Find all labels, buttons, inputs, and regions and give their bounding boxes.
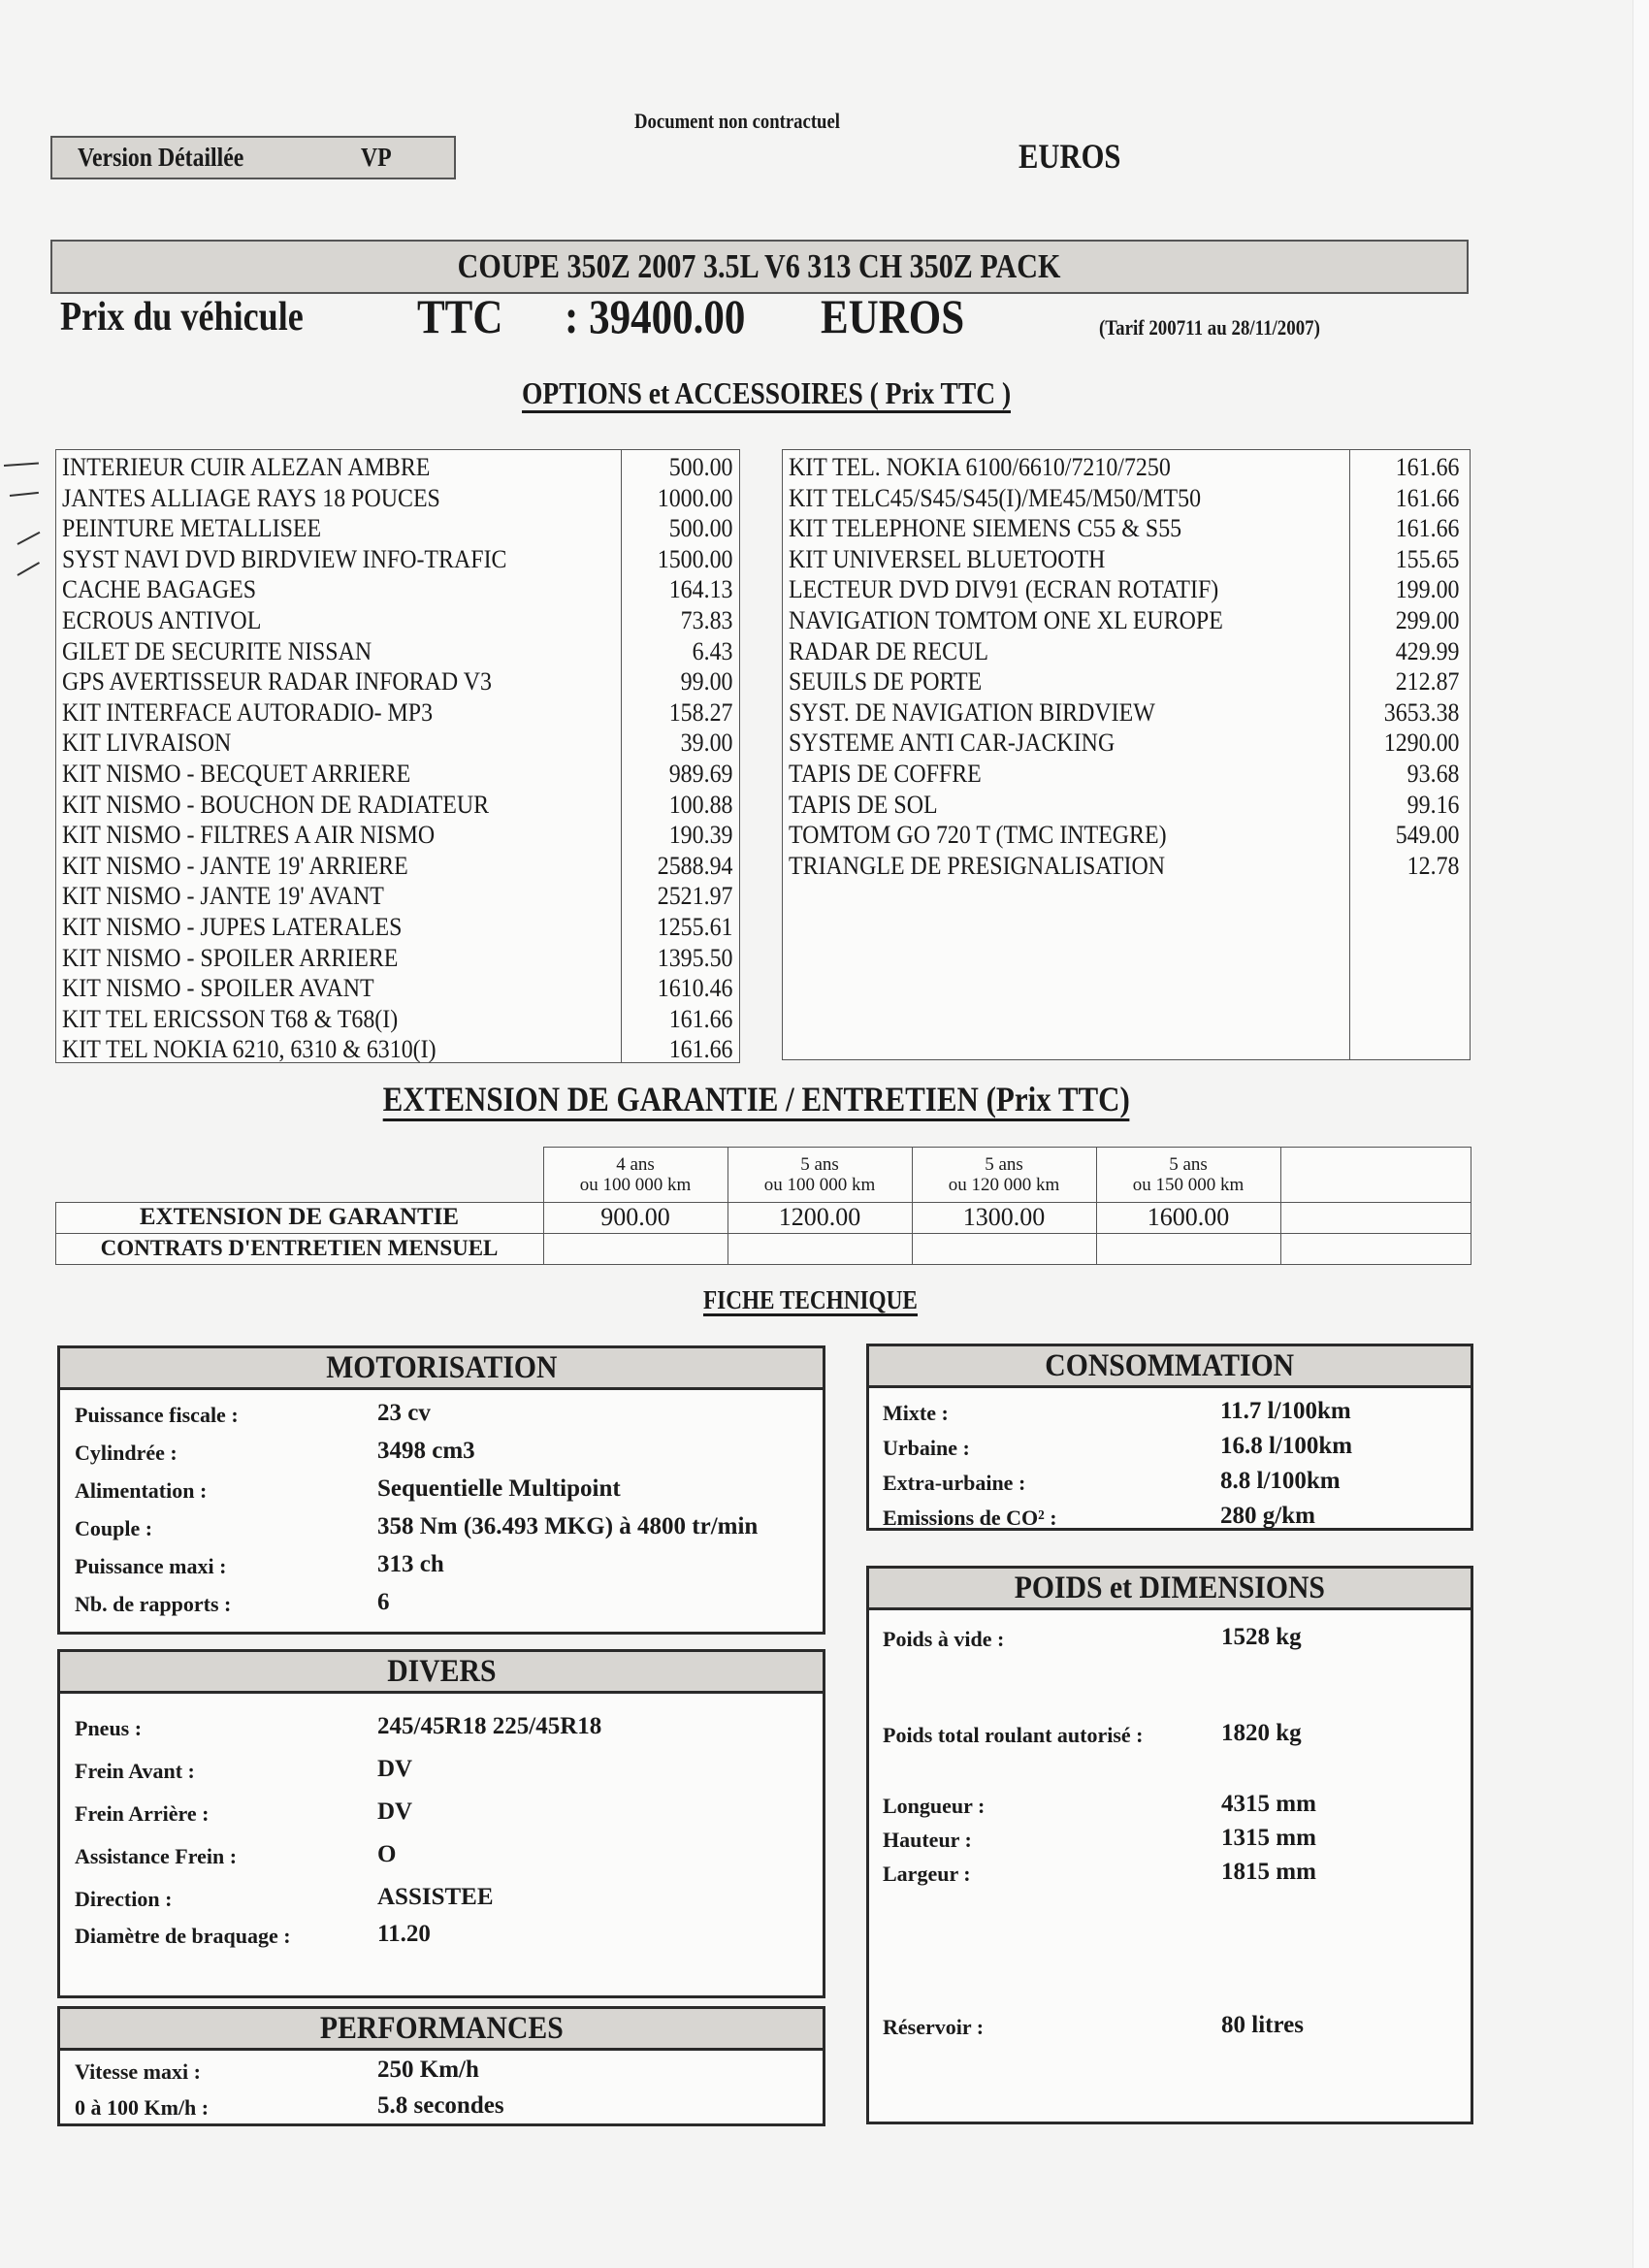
spec-label: Assistance Frein : <box>75 1844 238 1868</box>
performances-title: PERFORMANCES <box>60 2009 823 2051</box>
options-table-left <box>55 449 740 1063</box>
option-price: 1290.00 <box>1383 729 1459 758</box>
price-tax: TTC <box>417 289 503 343</box>
spec-value: 5.8 secondes <box>377 2092 504 2119</box>
spec-value: 80 litres <box>1221 2012 1304 2038</box>
option-price: 549.00 <box>1395 821 1459 850</box>
option-price: 212.87 <box>1395 667 1459 697</box>
spec-value: 358 Nm (36.493 MKG) à 4800 tr/min <box>377 1513 759 1539</box>
option-row <box>783 574 1469 605</box>
option-name: LECTEUR DVD DIV91 (ECRAN ROTATIF) <box>789 575 1219 604</box>
spec-value: 8.8 l/100km <box>1220 1468 1341 1494</box>
grid-line <box>1280 1147 1281 1265</box>
option-price: 299.00 <box>1395 606 1459 634</box>
option-name: KIT NISMO - BECQUET ARRIERE <box>62 760 411 788</box>
warranty-price: 1300.00 <box>962 1203 1046 1231</box>
spec-label: Vitesse maxi : <box>75 2059 201 2084</box>
duration-km: ou 100 000 km <box>763 1175 876 1195</box>
pen-mark <box>4 462 39 467</box>
warranty-price: 1200.00 <box>778 1203 861 1231</box>
option-name: KIT NISMO - BOUCHON DE RADIATEUR <box>62 790 490 819</box>
price-currency: EUROS <box>821 289 965 343</box>
option-name: KIT UNIVERSEL BLUETOOTH <box>789 544 1106 573</box>
option-price: 155.65 <box>1395 544 1459 573</box>
spec-value: 1315 mm <box>1221 1825 1316 1851</box>
spec-label: Couple : <box>75 1516 153 1540</box>
option-row <box>783 697 1469 729</box>
spec-label: Puissance maxi : <box>75 1554 227 1578</box>
option-price: 164.13 <box>668 575 732 604</box>
option-row <box>56 1004 738 1035</box>
option-name: SYST. DE NAVIGATION BIRDVIEW <box>789 697 1155 727</box>
tariff-note: (Tarif 200711 au 28/11/2007) <box>1099 315 1320 340</box>
option-row <box>56 728 738 759</box>
option-name: KIT TEL ERICSSON T68 & T68(I) <box>62 1004 399 1033</box>
spec-value: O <box>377 1841 397 1867</box>
option-price: 1610.46 <box>657 974 732 1003</box>
option-name: SYSTEME ANTI CAR-JACKING <box>789 729 1116 758</box>
option-name: TAPIS DE SOL <box>789 790 938 819</box>
option-price: 6.43 <box>692 636 732 665</box>
option-name: CACHE BAGAGES <box>62 575 257 604</box>
option-name: GPS AVERTISSEUR RADAR INFORAD V3 <box>62 667 492 697</box>
option-price: 429.99 <box>1395 636 1459 665</box>
option-price: 161.66 <box>1395 483 1459 512</box>
pen-mark <box>17 532 41 545</box>
option-row <box>783 452 1469 483</box>
warranty-column-header <box>728 1147 912 1202</box>
duration-years: 5 ans <box>1169 1154 1208 1175</box>
pen-mark <box>17 562 41 576</box>
option-price: 100.88 <box>668 790 732 819</box>
version-type: VP <box>361 143 392 172</box>
currency-label: EUROS <box>1018 137 1121 176</box>
pen-mark <box>10 492 39 497</box>
option-row <box>56 544 738 575</box>
option-price: 1395.50 <box>657 943 732 972</box>
option-row <box>783 666 1469 697</box>
spec-value: 313 ch <box>377 1551 444 1577</box>
option-name: INTERIEUR CUIR ALEZAN AMBRE <box>62 453 431 481</box>
option-price: 158.27 <box>668 697 732 727</box>
warranty-column-header <box>1096 1147 1280 1202</box>
option-row <box>56 973 738 1004</box>
option-name: KIT NISMO - JANTE 19' ARRIERE <box>62 851 408 880</box>
option-row <box>783 851 1469 882</box>
motorisation-box <box>57 1345 825 1635</box>
option-price: 2521.97 <box>657 882 732 911</box>
option-name: KIT NISMO - FILTRES A AIR NISMO <box>62 821 436 850</box>
spec-label: Emissions de CO² : <box>883 1506 1057 1530</box>
spec-value: 280 g/km <box>1220 1503 1315 1529</box>
motorisation-title: MOTORISATION <box>60 1348 823 1390</box>
option-price: 1255.61 <box>657 913 732 941</box>
option-name: SYST NAVI DVD BIRDVIEW INFO-TRAFIC <box>62 544 507 573</box>
option-row <box>56 605 738 636</box>
spec-label: Urbaine : <box>883 1436 970 1460</box>
option-price: 99.00 <box>680 667 732 697</box>
option-row <box>56 636 738 667</box>
warranty-price: 900.00 <box>600 1203 670 1231</box>
option-price: 3653.38 <box>1383 697 1459 727</box>
option-name: KIT NISMO - SPOILER ARRIERE <box>62 943 399 972</box>
option-price: 1500.00 <box>657 544 732 573</box>
option-name: KIT TEL NOKIA 6210, 6310 & 6310(I) <box>62 1035 436 1064</box>
spec-value: 4315 mm <box>1221 1791 1316 1817</box>
options-table-right <box>782 449 1471 1060</box>
option-name: TRIANGLE DE PRESIGNALISATION <box>789 851 1166 880</box>
document-note: Document non contractuel <box>634 109 840 133</box>
option-price: 989.69 <box>668 760 732 788</box>
warranty-price <box>912 1234 1096 1264</box>
spec-label: Extra-urbaine : <box>883 1471 1026 1495</box>
divers-box <box>57 1649 825 1998</box>
option-row <box>56 943 738 974</box>
option-name: RADAR DE RECUL <box>789 636 988 665</box>
option-row <box>783 790 1469 821</box>
option-price: 99.16 <box>1406 790 1459 819</box>
spec-value: 11.7 l/100km <box>1220 1398 1351 1424</box>
option-price: 161.66 <box>1395 514 1459 543</box>
spec-value: 16.8 l/100km <box>1220 1433 1353 1459</box>
option-row <box>783 544 1469 575</box>
version-label: Version Détaillée <box>78 143 244 172</box>
spec-label: Cylindrée : <box>75 1441 178 1465</box>
spec-label: Poids à vide : <box>883 1627 1005 1651</box>
spec-value: 11.20 <box>377 1921 431 1947</box>
warranty-price <box>543 1234 728 1264</box>
option-price: 73.83 <box>680 606 732 634</box>
option-name: NAVIGATION TOMTOM ONE XL EUROPE <box>789 606 1223 634</box>
vehicle-title-bar <box>50 240 1469 294</box>
option-name: TOMTOM GO 720 T (TMC INTEGRE) <box>789 821 1167 850</box>
option-price: 199.00 <box>1395 575 1459 604</box>
duration-km: ou 150 000 km <box>1132 1175 1245 1195</box>
duration-years: 4 ans <box>616 1154 655 1175</box>
divers-title: DIVERS <box>60 1652 823 1694</box>
spec-label: Pneus : <box>75 1716 143 1740</box>
option-price: 39.00 <box>680 729 732 758</box>
option-name: KIT INTERFACE AUTORADIO- MP3 <box>62 697 434 727</box>
option-name: KIT TEL. NOKIA 6100/6610/7210/7250 <box>789 453 1171 481</box>
spec-value: 1815 mm <box>1221 1859 1316 1885</box>
option-price: 161.66 <box>668 1004 732 1033</box>
warranty-price <box>1096 1234 1280 1264</box>
option-name: JANTES ALLIAGE RAYS 18 POUCES <box>62 483 440 512</box>
spec-value: 1528 kg <box>1221 1624 1302 1650</box>
option-row <box>56 513 738 544</box>
spec-value: 250 Km/h <box>377 2057 479 2083</box>
warranty-row-label: CONTRATS D'ENTRETIEN MENSUEL <box>100 1236 499 1260</box>
option-price: 500.00 <box>668 514 732 543</box>
option-row <box>56 697 738 729</box>
spec-label: 0 à 100 Km/h : <box>75 2095 210 2120</box>
option-row <box>56 452 738 483</box>
spec-value: 6 <box>377 1589 390 1615</box>
spec-value: 245/45R18 225/45R18 <box>377 1713 602 1739</box>
option-price: 190.39 <box>668 821 732 850</box>
option-row <box>783 636 1469 667</box>
warranty-price: 1600.00 <box>1147 1203 1230 1231</box>
spec-label: Puissance fiscale : <box>75 1403 239 1427</box>
option-row <box>56 483 738 514</box>
warranty-heading: EXTENSION DE GARANTIE / ENTRETIEN (Prix TTC) <box>291 1079 1222 1121</box>
spec-label: Alimentation : <box>75 1478 208 1503</box>
option-price: 1000.00 <box>657 483 732 512</box>
spec-value: DV <box>377 1798 413 1825</box>
scan-edge <box>1633 0 1649 2268</box>
option-name: GILET DE SECURITE NISSAN <box>62 636 372 665</box>
option-price: 161.66 <box>668 1035 732 1064</box>
spec-label: Nb. de rapports : <box>75 1592 232 1616</box>
option-row <box>56 851 738 882</box>
spec-value: DV <box>377 1756 413 1782</box>
option-price: 161.66 <box>1395 453 1459 481</box>
option-row <box>783 605 1469 636</box>
warranty-price <box>728 1234 912 1264</box>
consommation-box <box>866 1344 1473 1531</box>
spec-label: Diamètre de braquage : <box>75 1924 291 1948</box>
poids-title: POIDS et DIMENSIONS <box>869 1569 1471 1610</box>
option-name: KIT LIVRAISON <box>62 729 232 758</box>
duration-km: ou 120 000 km <box>948 1175 1060 1195</box>
poids-box <box>866 1566 1473 2124</box>
spec-value: 1820 kg <box>1221 1720 1302 1746</box>
duration-years: 5 ans <box>985 1154 1023 1175</box>
vehicle-title: COUPE 350Z 2007 3.5L V6 313 CH 350Z PACK <box>458 247 1061 285</box>
spec-value: ASSISTEE <box>377 1884 494 1910</box>
option-name: PEINTURE METALLISEE <box>62 514 322 543</box>
price-label: Prix du véhicule <box>60 295 304 340</box>
warranty-column-header <box>912 1147 1096 1202</box>
version-box <box>50 136 456 179</box>
option-row <box>56 1034 738 1065</box>
option-name: KIT NISMO - JANTE 19' AVANT <box>62 882 384 911</box>
spec-label: Réservoir : <box>883 2015 985 2039</box>
fiche-heading: FICHE TECHNIQUE <box>582 1285 1038 1316</box>
spec-value: 3498 cm3 <box>377 1438 475 1464</box>
consommation-title: CONSOMMATION <box>869 1346 1471 1388</box>
option-row <box>783 483 1469 514</box>
option-row <box>56 820 738 851</box>
option-price: 12.78 <box>1406 851 1459 880</box>
option-row <box>783 759 1469 790</box>
option-row <box>783 513 1469 544</box>
option-name: SEUILS DE PORTE <box>789 667 983 697</box>
spec-label: Direction : <box>75 1887 173 1911</box>
spec-label: Frein Arrière : <box>75 1801 210 1826</box>
option-row <box>56 912 738 943</box>
duration-years: 5 ans <box>800 1154 839 1175</box>
option-name: KIT NISMO - SPOILER AVANT <box>62 974 374 1003</box>
warranty-column-header <box>543 1147 728 1202</box>
option-name: KIT TELC45/S45/S45(I)/ME45/M50/MT50 <box>789 483 1202 512</box>
performances-box <box>57 2006 825 2126</box>
options-heading: OPTIONS et ACCESSOIRES ( Prix TTC ) <box>446 375 1086 413</box>
option-row <box>56 790 738 821</box>
option-price: 93.68 <box>1406 760 1459 788</box>
option-row <box>56 759 738 790</box>
option-row <box>56 666 738 697</box>
warranty-row-label: EXTENSION DE GARANTIE <box>139 1204 460 1230</box>
duration-km: ou 100 000 km <box>579 1175 692 1195</box>
option-price: 500.00 <box>668 453 732 481</box>
spec-value: Sequentielle Multipoint <box>377 1475 621 1502</box>
option-name: ECROUS ANTIVOL <box>62 606 262 634</box>
spec-label: Poids total roulant autorisé : <box>883 1723 1144 1747</box>
option-name: KIT NISMO - JUPES LATERALES <box>62 913 403 941</box>
spec-label: Longueur : <box>883 1794 986 1818</box>
price-value: : 39400.00 <box>565 289 746 343</box>
option-row <box>56 574 738 605</box>
spec-label: Mixte : <box>883 1401 949 1425</box>
option-price: 2588.94 <box>657 851 732 880</box>
option-row <box>783 728 1469 759</box>
spec-value: 23 cv <box>377 1400 431 1426</box>
option-row <box>783 820 1469 851</box>
spec-label: Largeur : <box>883 1862 971 1886</box>
spec-label: Hauteur : <box>883 1828 972 1852</box>
option-row <box>56 881 738 912</box>
spec-label: Frein Avant : <box>75 1759 195 1783</box>
option-name: KIT TELEPHONE SIEMENS C55 & S55 <box>789 514 1182 543</box>
option-name: TAPIS DE COFFRE <box>789 760 982 788</box>
